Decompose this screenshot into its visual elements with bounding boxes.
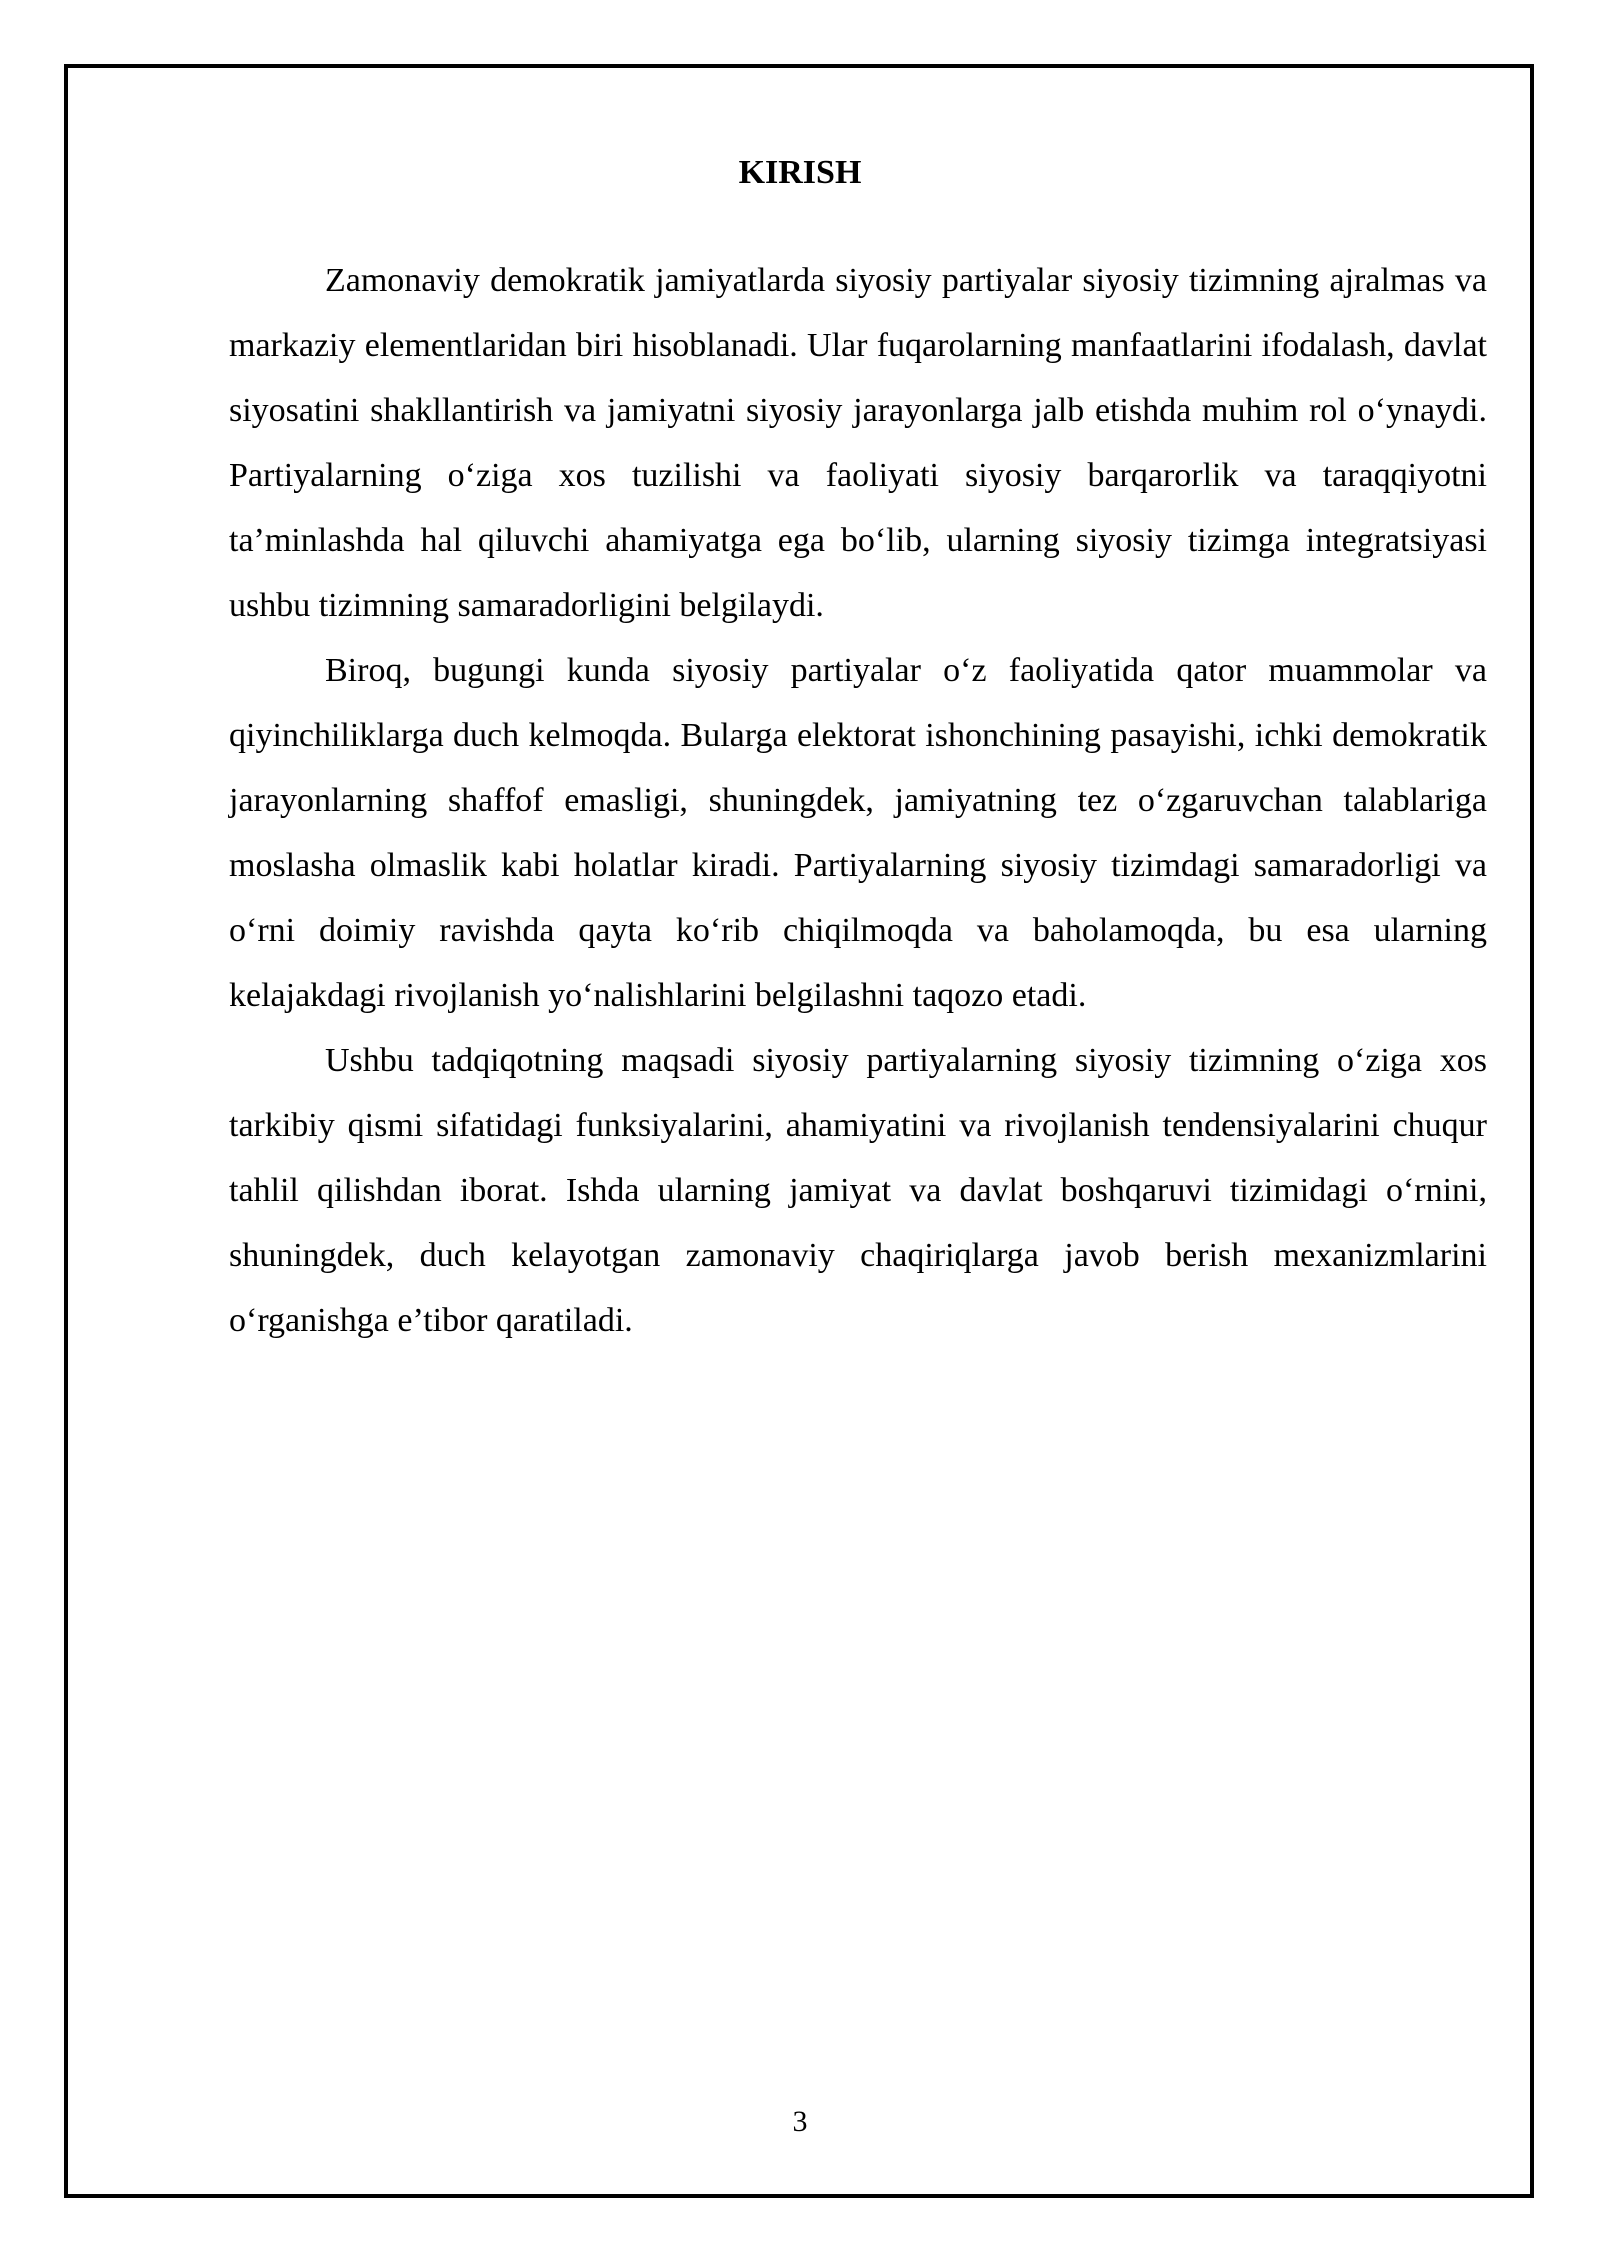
- section-heading: KIRISH: [738, 154, 862, 191]
- paragraph-3: Ushbu tadqiqotning maqsadi siyosiy partiyalarning siyosiy tizimning o‘ziga xos tarkibiy qismi sifatidagi funksiyalarini, ahamiyatini va rivojlanish tendensiyalarini chuqur tahlil qilishdan iborat. Ishda ularning jamiyat va davlat boshqaruvi tizimidagi o‘rnini, shuningdek, duch kelayotgan zamonaviy chaqiriqlarga javob berish mexanizmlarini o‘rganishga e’tibor qaratiladi.: [229, 1042, 1487, 1339]
- page-number: 3: [792, 2105, 808, 2138]
- paragraph-2: Biroq, bugungi kunda siyosiy partiyalar o‘z faoliyatida qator muammolar va qiyinchiliklarga duch kelmoqda. Bularga elektorat ishonchining pasayishi, ichki demokratik jarayonlarning shaffof emasligi, shuningdek, jamiyatning tez o‘zgaruvchan talablariga moslasha olmaslik kabi holatlar kiradi. Partiyalarning siyosiy tizimdagi samaradorligi va o‘rni doimiy ravishda qayta ko‘rib chiqilmoqda va baholamoqda, bu esa ularning kelajakdagi rivojlanish yo‘nalishlarini belgilashni taqozo etadi.: [229, 652, 1487, 1014]
- body-text: [229, 248, 1487, 1353]
- paragraph-1: Zamonaviy demokratik jamiyatlarda siyosiy partiyalar siyosiy tizimning ajralmas va markaziy elementlaridan biri hisoblanadi. Ular fuqarolarning manfaatlarini ifodalash, davlat siyosatini shakllantirish va jamiyatni siyosiy jarayonlarga jalb etishda muhim rol o‘ynaydi. Partiyalarning o‘ziga xos tuzilishi va faoliyati siyosiy barqarorlik va taraqqiyotni ta’minlashda hal qiluvchi ahamiyatga ega bo‘lib, ularning siyosiy tizimga integratsiyasi ushbu tizimning samaradorligini belgilaydi.: [229, 262, 1487, 624]
